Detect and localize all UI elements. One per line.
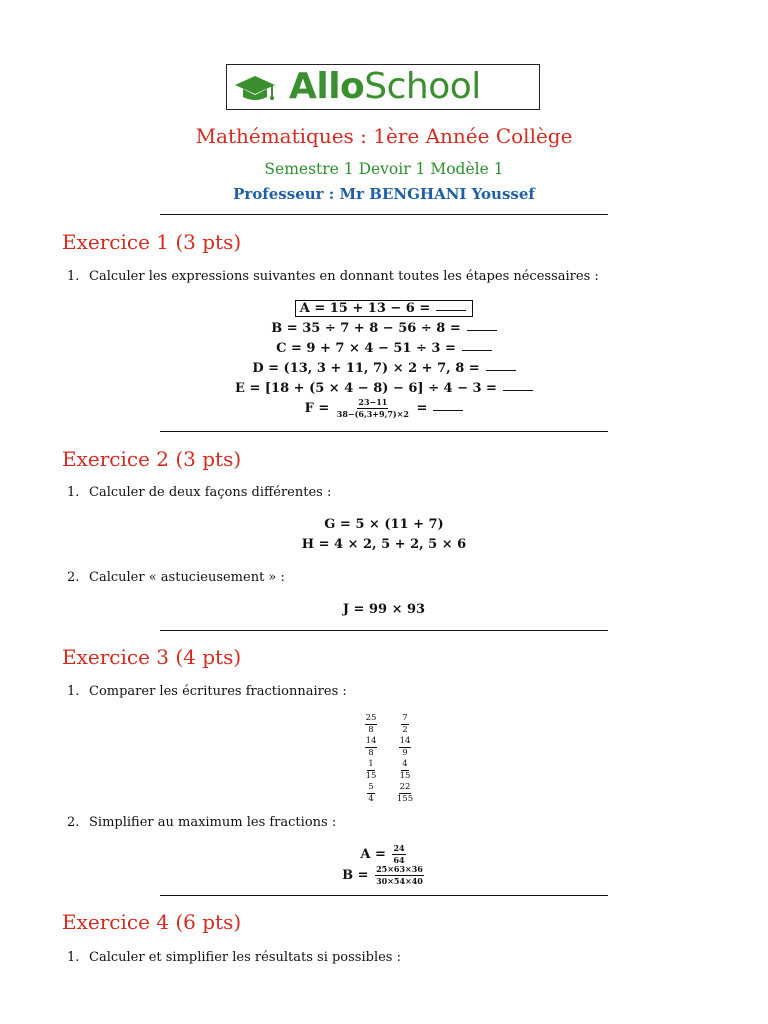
expression-h: H = 4 × 2, 5 + 2, 5 × 6 — [301, 537, 467, 552]
exercise-2-title: Exercice 2 (3 pts) — [62, 447, 242, 471]
question-number: 1. — [67, 269, 80, 284]
question-number: 2. — [67, 815, 80, 830]
divider — [160, 431, 608, 432]
exercise-3-title: Exercice 3 (4 pts) — [62, 645, 242, 669]
answer-blank — [467, 330, 497, 331]
denominator: 155 — [396, 794, 414, 804]
denominator: 15 — [399, 771, 411, 781]
question-text: Calculer de deux façons différentes : — [89, 485, 332, 500]
numerator: 24 — [393, 843, 405, 853]
fraction — [392, 737, 418, 758]
numerator: 22 — [399, 782, 411, 792]
answer-blank — [436, 310, 466, 311]
denominator: 15 — [365, 771, 377, 781]
expression-b-text: B = 35 ÷ 7 + 8 − 56 ÷ 8 = — [271, 321, 461, 336]
divider — [160, 895, 608, 896]
question-text: Calculer « astucieusement » : — [89, 570, 285, 585]
question-text: Comparer les écritures fractionnaires : — [89, 684, 347, 699]
expression-j: J = 99 × 93 — [342, 602, 426, 617]
fraction — [358, 714, 384, 735]
question-text: Simplifier au maximum les fractions : — [89, 815, 337, 830]
question-text: Calculer les expressions suivantes en donnant toutes les étapes nécessaires : — [89, 269, 599, 284]
logo-allo: Allo — [289, 66, 365, 107]
numerator: 14 — [365, 736, 377, 746]
expression-g: G = 5 × (11 + 7) — [324, 517, 444, 532]
numerator: 25×63×36 — [376, 864, 423, 874]
fraction-comparison-grid — [358, 714, 418, 804]
denominator: 8 — [368, 748, 374, 758]
numerator: 1 — [368, 759, 374, 769]
numerator: 4 — [402, 759, 408, 769]
expression-a-lhs: A = — [360, 847, 386, 862]
question-text: Calculer et simplifier les résultats si possibles : — [89, 950, 401, 965]
question-number: 1. — [67, 485, 80, 500]
exercise-3-question-1 — [67, 683, 347, 701]
fraction — [392, 783, 418, 804]
question-number: 2. — [67, 570, 80, 585]
divider — [160, 630, 608, 631]
expression-e-text: E = [18 + (5 × 4 − 8) − 6] ÷ 4 − 3 = — [235, 381, 497, 396]
expression-c — [0, 340, 768, 358]
question-number: 1. — [67, 684, 80, 699]
expression-a — [0, 300, 768, 318]
numerator: 7 — [402, 713, 408, 723]
expression-d — [0, 360, 768, 378]
denominator: 9 — [402, 748, 408, 758]
denominator: 30×54×40 — [376, 876, 423, 886]
expression-c-text: C = 9 + 7 × 4 − 51 ÷ 3 = — [276, 341, 456, 356]
expression-fraction-b — [0, 865, 768, 886]
denominator: 38−(6,3+9,7)×2 — [336, 409, 409, 419]
expression-fraction-a — [0, 844, 768, 865]
fraction — [392, 714, 418, 735]
fraction — [358, 783, 384, 804]
graduation-cap-icon — [233, 73, 277, 103]
exercise-2-question-2 — [67, 569, 285, 587]
alloschool-logo — [226, 64, 540, 110]
expression-d-text: D = (13, 3 + 11, 7) × 2 + 7, 8 = — [252, 361, 480, 376]
fraction — [358, 760, 384, 781]
expression-b — [0, 320, 768, 338]
exercise-4-question-1 — [67, 949, 401, 967]
numerator: 5 — [368, 782, 374, 792]
expression-e — [0, 380, 768, 398]
expression-f-lhs: F = — [304, 401, 330, 416]
numerator: 25 — [365, 713, 377, 723]
denominator: 64 — [393, 855, 405, 865]
logo-text — [289, 67, 481, 107]
exercise-2-question-1 — [67, 484, 331, 502]
professor-name: Professeur : Mr BENGHANI Youssef — [233, 185, 535, 203]
expression-a-text: A = 15 + 13 − 6 = — [299, 301, 431, 316]
answer-blank — [503, 390, 533, 391]
fraction — [358, 737, 384, 758]
numerator: 23−11 — [358, 397, 388, 407]
boxed-example — [295, 300, 474, 317]
expression-b-lhs: B = — [342, 868, 369, 883]
exercise-3-question-2 — [67, 814, 336, 832]
denominator: 8 — [368, 725, 374, 735]
expression-f-rhs: = — [416, 401, 428, 416]
answer-blank — [433, 410, 463, 411]
document-subtitle: Semestre 1 Devoir 1 Modèle 1 — [264, 160, 504, 178]
numerator: 14 — [399, 736, 411, 746]
answer-blank — [462, 350, 492, 351]
fraction — [392, 760, 418, 781]
exercise-1-question-1 — [67, 268, 599, 286]
logo-school: School — [364, 66, 481, 107]
exercise-1-title: Exercice 1 (3 pts) — [62, 230, 242, 254]
exercise-4-title: Exercice 4 (6 pts) — [62, 910, 242, 934]
fraction — [392, 844, 405, 865]
divider — [160, 214, 608, 215]
document-title: Mathématiques : 1ère Année Collège — [195, 124, 573, 148]
expression-f — [0, 398, 768, 419]
fraction — [375, 865, 424, 886]
fraction — [336, 398, 410, 419]
question-number: 1. — [67, 950, 80, 965]
denominator: 2 — [402, 725, 408, 735]
denominator: 4 — [368, 794, 374, 804]
answer-blank — [486, 370, 516, 371]
